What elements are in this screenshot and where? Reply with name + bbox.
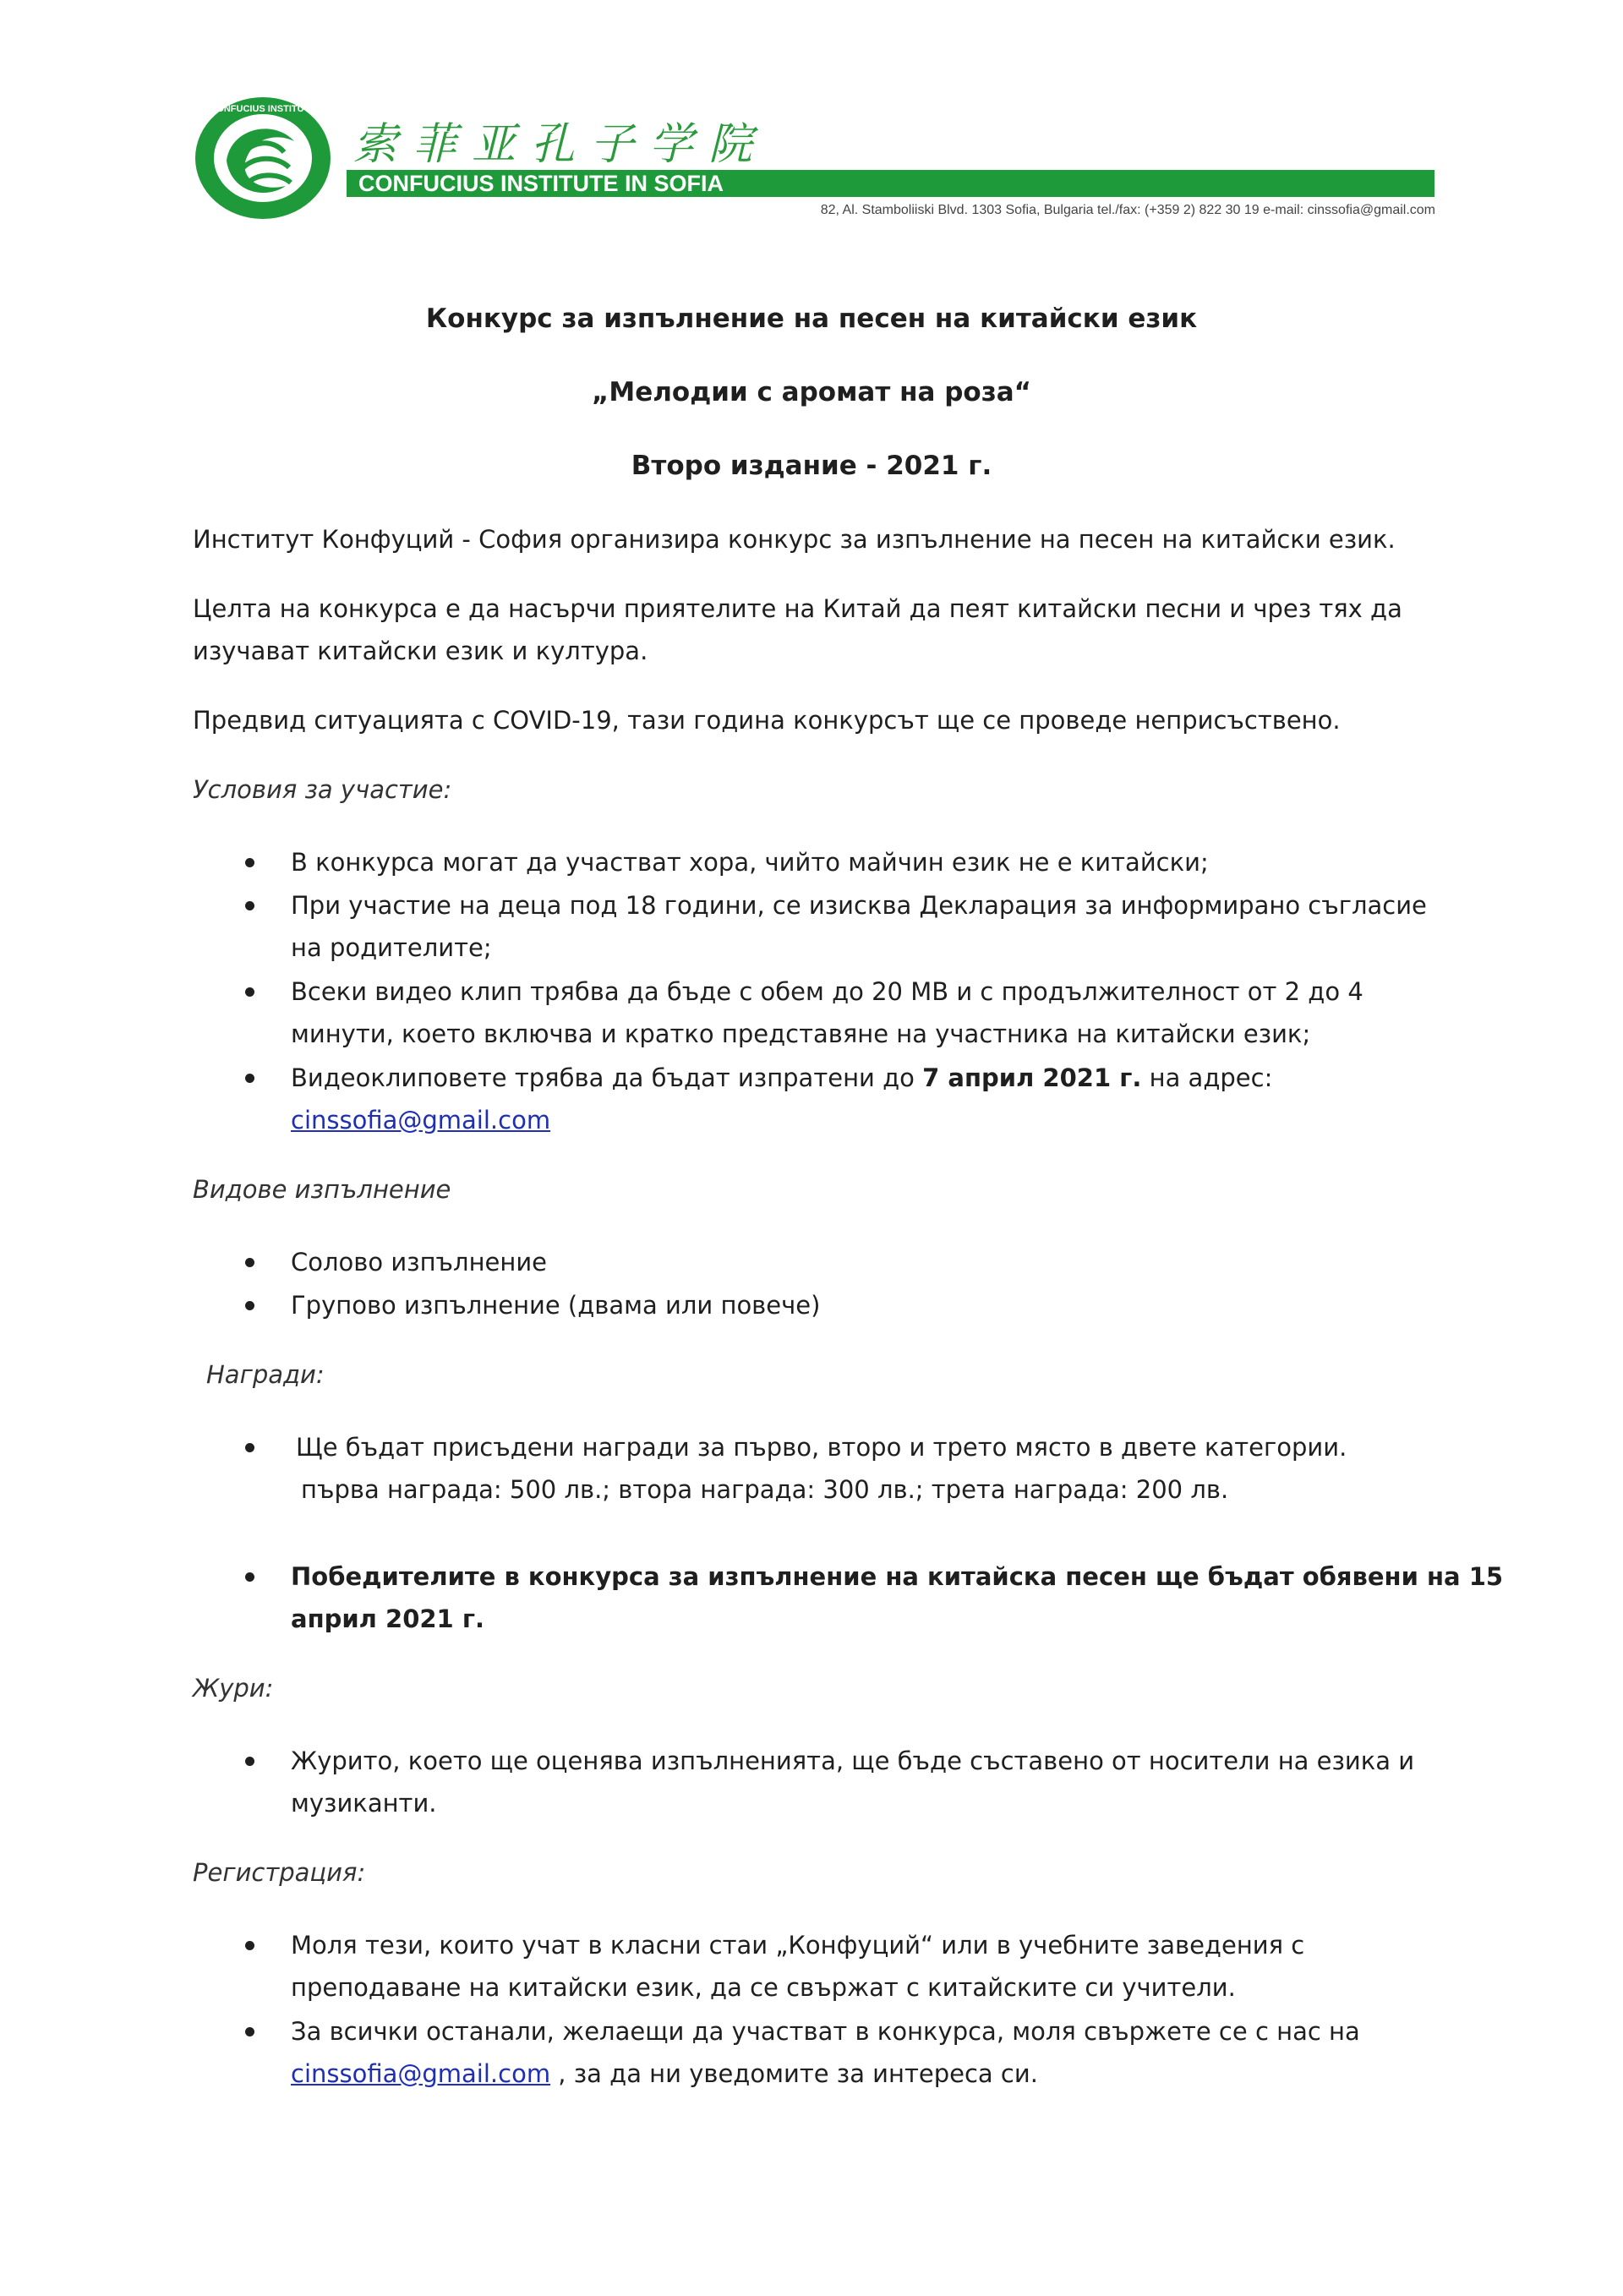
condition-item-2-line-2: на родителите;: [291, 933, 492, 962]
bullet-icon: [245, 1074, 254, 1083]
condition-item-4: [291, 1063, 1272, 1093]
contest-title: Конкурс за изпълнение на песен на китайски език: [425, 303, 1198, 334]
condition-item-3-line-2: минути, което включва и кратко представяне на участника на китайски език;: [291, 1020, 1311, 1048]
conditions-heading: Условия за участие:: [193, 775, 452, 804]
registration-item-1-line-2: преподаване на китайски език, да се свържат с китайските си учители.: [291, 1973, 1236, 2002]
bullet-icon: [245, 858, 254, 867]
bullet-icon: [245, 1941, 254, 1950]
bullet-icon: [245, 1258, 254, 1267]
bullet-icon: [245, 987, 254, 997]
bullet-icon: [245, 1301, 254, 1310]
condition-item-4-text: Видеоклиповете трябва да бъдат изпратени до: [291, 1063, 923, 1092]
condition-item-1: В конкурса могат да участват хора, чийто майчин език не е китайски;: [291, 848, 1209, 877]
award-item-1-line-1: Ще бъдат присъдени награди за първо, второ и трето място в двете категории.: [296, 1433, 1347, 1462]
jury-heading: Жури:: [193, 1674, 274, 1703]
deadline-date: 7 април 2021 г.: [922, 1063, 1142, 1092]
email-link[interactable]: cinssofia@gmail.com: [291, 2059, 551, 2088]
registration-item-2-line-1: За всички останали, желаещи да участват в конкурса, моля свържете се с нас на: [291, 2017, 1360, 2046]
intro-paragraph-3: Предвид ситуацията с COVID-19, тази година конкурсът ще се проведе неприсъствено.: [193, 706, 1341, 735]
contest-subtitle: „Мелодии с аромат на роза“: [591, 377, 1032, 407]
registration-item-1-line-1: Моля тези, които учат в класни стаи „Конфуций“ или в учебните заведения с: [291, 1931, 1305, 1960]
intro-paragraph-1: Институт Конфуций - София организира конкурс за изпълнение на песен на китайски език.: [193, 525, 1396, 554]
bullet-icon: [245, 1572, 254, 1582]
institute-name: CONFUCIUS INSTITUTE IN SOFIA: [358, 171, 724, 196]
awards-heading: Награди:: [206, 1360, 325, 1389]
condition-item-2-line-1: При участие на деца под 18 години, се изисква Декларация за информирано съгласие: [291, 891, 1427, 920]
condition-item-4-suffix: на адрес:: [1141, 1063, 1273, 1092]
jury-item-line-2: музиканти.: [291, 1789, 437, 1818]
intro-paragraph-2-line-2: изучават китайски език и култура.: [193, 637, 648, 665]
chinese-institute-name: 索菲亚孔子学院: [353, 119, 768, 170]
contact-address: 82, Al. Stamboliiski Blvd. 1303 Sofia, Bulgaria tel./fax: (+359 2) 822 30 19 e-mail: cinssofia@gmail.com: [820, 203, 1435, 217]
contest-edition: Второ издание - 2021 г.: [631, 451, 992, 481]
bullet-icon: [245, 901, 254, 910]
intro-paragraph-2-line-1: Целта на конкурса е да насърчи приятелите на Китай да пеят китайски песни и чрез тях да: [193, 594, 1402, 623]
bullet-icon: [245, 1757, 254, 1766]
bullet-icon: [245, 2027, 254, 2036]
confucius-institute-logo: [193, 95, 333, 221]
type-group: Групово изпълнение (двама или повече): [291, 1291, 821, 1320]
registration-heading: Регистрация:: [193, 1858, 366, 1887]
performance-types-heading: Видове изпълнение: [193, 1175, 451, 1204]
registration-item-2-suffix: , за да ни уведомите за интереса си.: [550, 2059, 1038, 2088]
winners-announcement-line-2: април 2021 г.: [291, 1604, 484, 1633]
condition-item-3-line-1: Всеки видео клип трябва да бъде с обем до 20 MB и с продължителност от 2 до 4: [291, 977, 1363, 1006]
email-link[interactable]: cinssofia@gmail.com: [291, 1106, 551, 1134]
winners-announcement-line-1: Победителите в конкурса за изпълнение на китайска песен ще бъдат обявени на 15: [291, 1562, 1504, 1591]
bullet-icon: [245, 1443, 254, 1452]
jury-item-line-1: Журито, което ще оценява изпълненията, ще бъде съставено от носители на езика и: [291, 1747, 1415, 1775]
award-amounts: първа награда: 500 лв.; втора награда: 300 лв.; трета награда: 200 лв.: [301, 1475, 1229, 1504]
type-solo: Солово изпълнение: [291, 1248, 548, 1276]
logo-ring-text: CONFUCIUS INSTITUTE: [210, 104, 316, 114]
